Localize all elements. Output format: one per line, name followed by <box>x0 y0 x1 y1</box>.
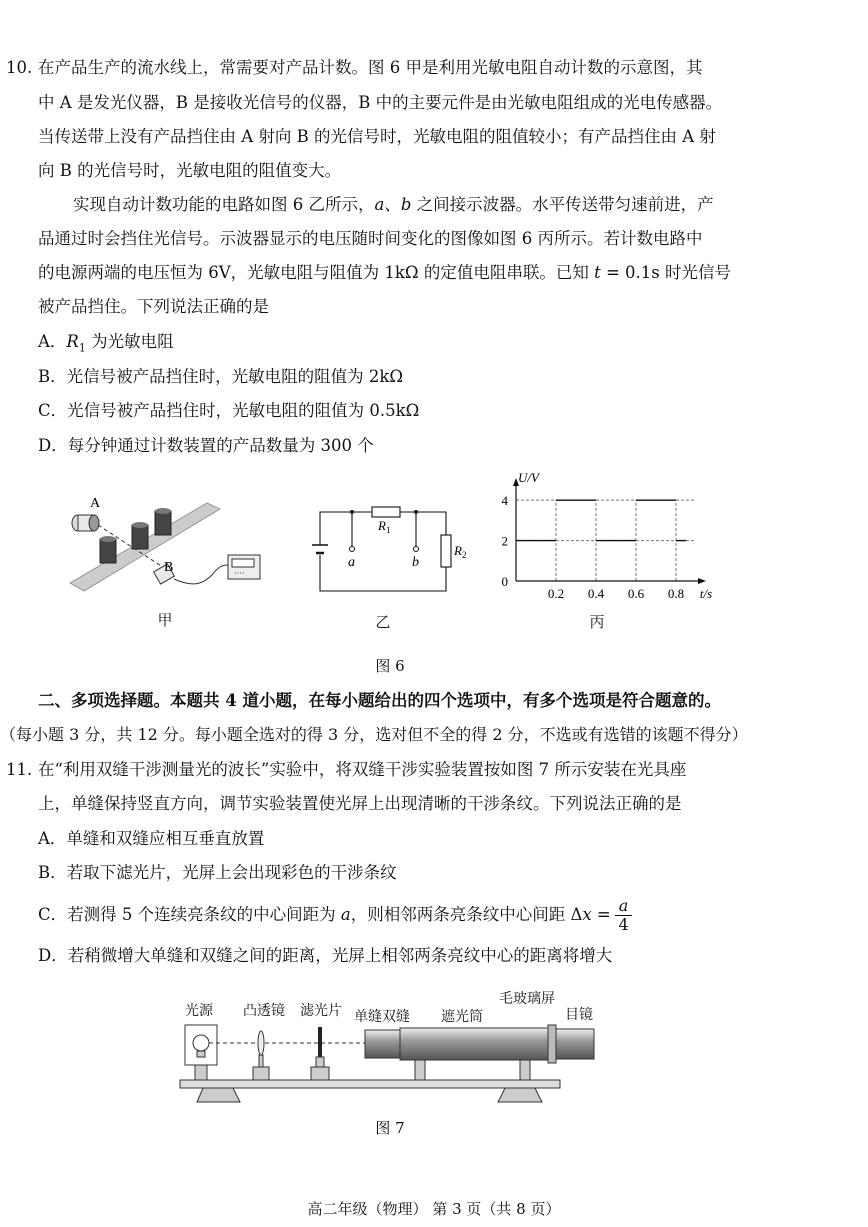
text-span: = <box>591 905 611 924</box>
x-tick-label: 0.6 <box>627 586 645 601</box>
convex-lens <box>253 1031 269 1080</box>
x-tick-label: 0.4 <box>587 586 605 601</box>
figure-6-bing-caption: 丙 <box>589 613 605 631</box>
counter-device <box>228 555 260 579</box>
option-c[interactable] <box>38 893 632 937</box>
chart-series <box>516 500 686 540</box>
product-box <box>132 522 148 549</box>
question-text-line: 中 A 是发光仪器，B 是接收光信号的仪器，B 中的主要元件是由光敏电阻组成的光电传感器。 <box>38 93 723 112</box>
option-label: A． <box>38 332 67 351</box>
option-d[interactable]: D．若稍微增大单缝和双缝之间的距离，光屏上相邻两条亮纹中心的距离将增大 <box>38 946 613 965</box>
text-span: = 0.1s 时光信号 <box>600 263 731 282</box>
fraction-numerator: a <box>615 897 633 916</box>
question-text-line: 向 B 的光信号时，光敏电阻的阻值变大。 <box>38 161 342 180</box>
text-span: 之间接示波器。水平传送带匀速前进，产 <box>411 195 714 214</box>
section-heading: 二、多项选择题。本题共 4 道小题，在每小题给出的四个选项中，有多个选项是符合题意的。 <box>38 691 721 710</box>
label-eyepiece: 目镜 <box>565 1007 593 1023</box>
x-axis-label: t/s <box>699 586 713 601</box>
wire <box>320 512 372 545</box>
figure-6-jia-caption: 甲 <box>157 611 173 629</box>
x-axis-arrow <box>698 578 706 584</box>
x-tick-label: 0.2 <box>547 586 565 601</box>
question-text-line: 当传送带上没有产品挡住由 A 射向 B 的光信号时，光敏电阻的阻值较小；有产品挡住由 A 射 <box>38 127 716 146</box>
figure-6-jia-conveyor <box>62 495 272 595</box>
wire <box>400 512 446 535</box>
junction-dot <box>414 510 418 514</box>
resistor-r1 <box>372 507 400 517</box>
lamp-housing <box>185 1025 217 1080</box>
wire <box>320 555 446 591</box>
label-b: b <box>412 555 419 570</box>
bench-foot <box>197 1088 240 1102</box>
x-tick-label: 0.8 <box>667 586 685 601</box>
figure-7-apparatus <box>175 985 605 1110</box>
question-text-line: 被产品挡住。下列说法正确的是 <box>38 297 269 316</box>
y-axis-label: U/V <box>518 470 539 485</box>
label-filter: 滤光片 <box>300 1003 342 1019</box>
chart-axes <box>513 478 706 584</box>
question-text-line <box>73 194 714 216</box>
eyepiece <box>556 1029 594 1059</box>
option-d[interactable]: D．每分钟通过计数装置的产品数量为 300 个 <box>38 436 374 455</box>
light-shield-tube <box>400 1028 550 1060</box>
section-scoring: （每小题 3 分，共 12 分。每小题全选对的得 3 分，选对但不全的得 2 分，不选或有选错的该题不得分） <box>0 725 748 744</box>
variable-b: b <box>400 195 412 214</box>
figure-6-bing-chart <box>490 470 720 605</box>
fraction-denominator: 4 <box>618 915 629 934</box>
apparatus-drawing <box>175 985 605 1110</box>
label-b: B <box>164 560 174 575</box>
figure-6-yi-circuit <box>300 495 480 595</box>
product-box <box>155 508 171 535</box>
variable-a: a <box>340 905 351 924</box>
svg-text:····: ···· <box>234 569 245 578</box>
y-tick-label: 4 <box>501 493 508 509</box>
question-text-line: 在产品生产的流水线上，常需要对产品计数。图 6 甲是利用光敏电阻自动计数的示意图，其 <box>38 58 703 77</box>
page-footer: 高二年级（物理） 第 3 页（共 8 页） <box>307 1200 561 1218</box>
option-a[interactable]: A．单缝和双缝应相互垂直放置 <box>38 829 265 848</box>
text-span: 实现自动计数功能的电路如图 6 乙所示， <box>73 195 375 214</box>
emitter-a <box>72 515 99 531</box>
r2-label: $R_2$ <box>454 543 467 560</box>
fraction <box>615 897 633 934</box>
label-lens: 凸透镜 <box>243 1003 285 1019</box>
question-number: 11. <box>6 760 33 779</box>
subscript: 1 <box>78 341 86 355</box>
question-text-line <box>38 262 731 284</box>
label-slits: 单缝双缝 <box>354 1009 410 1025</box>
figure-7-caption: 图 7 <box>375 1119 405 1137</box>
origin-label: 0 <box>501 574 508 589</box>
optical-bench <box>180 1080 560 1088</box>
resistor-r2 <box>441 535 451 567</box>
terminal-a <box>350 547 355 552</box>
option-a[interactable] <box>38 331 174 359</box>
r1-label: $R_1$ <box>378 518 391 535</box>
question-number: 10. <box>6 58 33 77</box>
question-text-line: 上，单缝保持竖直方向，调节实验装置使光屏上出现清晰的干涉条纹。下列说法正确的是 <box>38 794 682 813</box>
variable-x: x <box>582 905 592 924</box>
question-text-line: 在“利用双缝干涉测量光的波长”实验中，将双缝干涉实验装置按如图 7 所示安装在光具座 <box>38 760 687 779</box>
y-tick-label: 2 <box>501 533 508 549</box>
product-box <box>100 536 116 563</box>
option-c[interactable]: C．光信号被产品挡住时，光敏电阻的阻值为 0.5kΩ <box>38 401 420 420</box>
label-a: a <box>348 555 355 570</box>
option-text: 为光敏电阻 <box>85 332 174 351</box>
text-span: 的电源两端的电压恒为 6V，光敏电阻与阻值为 1kΩ 的定值电阻串联。已知 <box>38 263 595 282</box>
variable-t: t <box>594 263 601 282</box>
junction-dot <box>350 510 354 514</box>
label-light-source: 光源 <box>185 1003 213 1019</box>
figure-6-caption: 图 6 <box>375 657 405 675</box>
bench-foot <box>498 1088 542 1102</box>
label-a: A <box>90 496 101 511</box>
variable-r: R <box>66 332 79 351</box>
text-span: 、 <box>384 195 401 214</box>
tube-support <box>520 1060 530 1080</box>
frosted-screen <box>548 1025 556 1063</box>
text-span: C．若测得 5 个连续亮条纹的中心间距为 <box>38 905 341 924</box>
filter-plate <box>311 1027 329 1080</box>
cable <box>174 565 228 584</box>
text-span: ，则相邻两条亮条纹中心间距 Δ <box>350 905 583 924</box>
label-tube: 遮光筒 <box>441 1009 483 1025</box>
terminal-b <box>414 547 419 552</box>
option-b[interactable]: B．若取下滤光片，光屏上会出现彩色的干涉条纹 <box>38 863 397 882</box>
variable-a: a <box>374 195 385 214</box>
option-b[interactable]: B．光信号被产品挡住时，光敏电阻的阻值为 2kΩ <box>38 367 404 386</box>
tube-support <box>415 1060 425 1080</box>
question-text-line: 品通过时会挡住光信号。示波器显示的电压随时间变化的图像如图 6 丙所示。若计数电路中 <box>38 229 703 248</box>
figure-6-yi-caption: 乙 <box>375 613 391 631</box>
label-screen: 毛玻璃屏 <box>499 991 555 1007</box>
slit-holder <box>365 1030 400 1058</box>
